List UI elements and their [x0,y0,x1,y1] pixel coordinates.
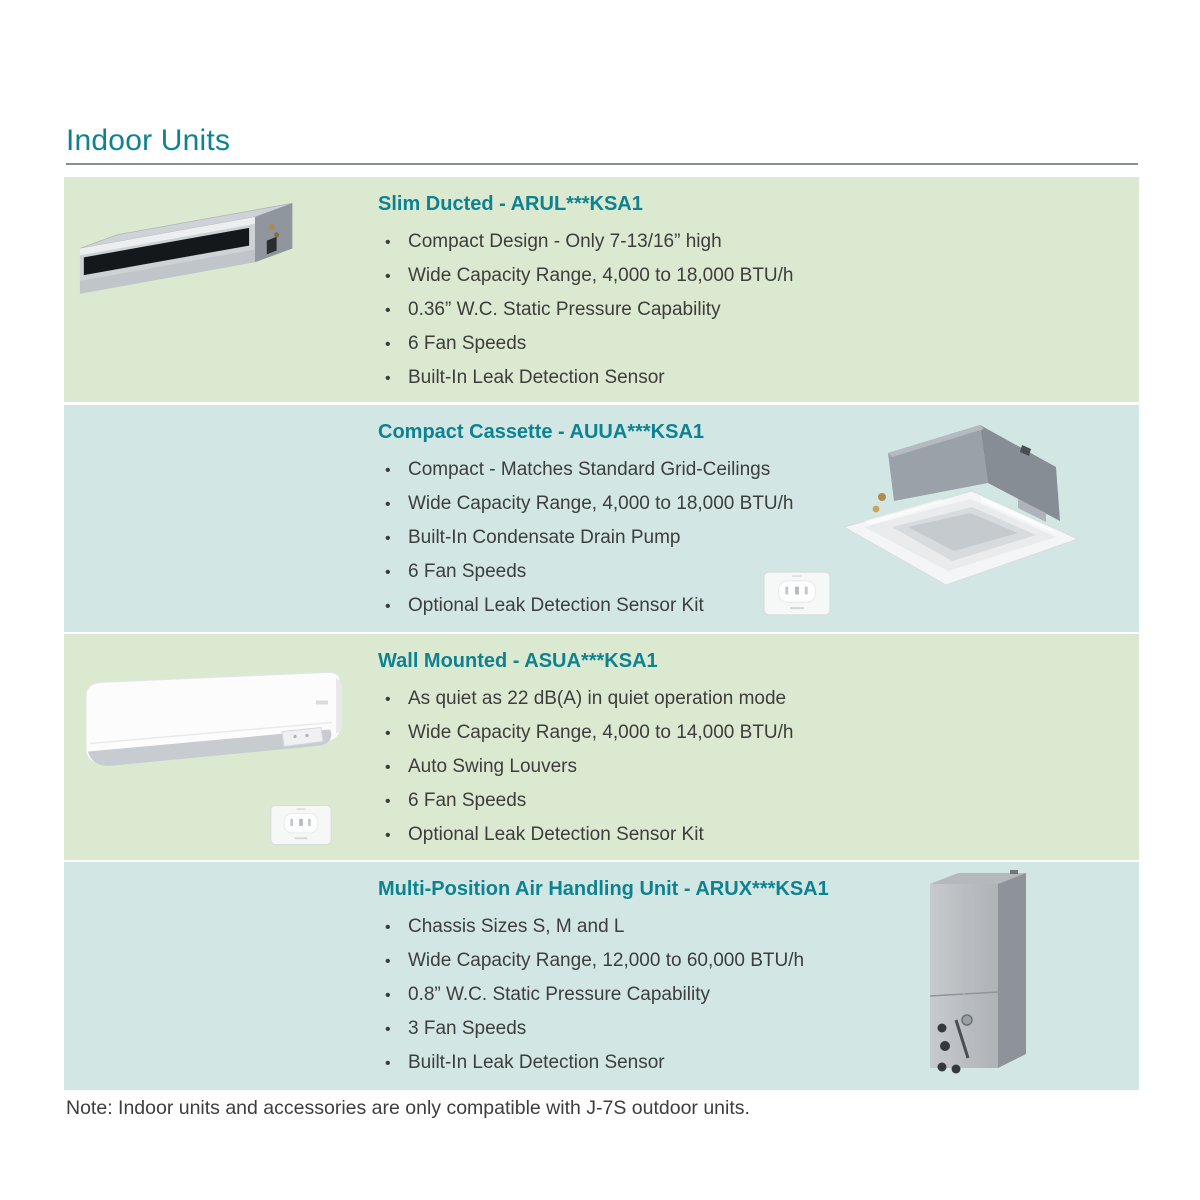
feature-text: 0.8” W.C. Static Pressure Capability [408,984,710,1005]
bullet-icon: • [385,691,391,708]
feature-item [378,521,998,555]
feature-item [378,589,998,623]
section-air-handling-unit [64,862,1139,1090]
feature-text: Wide Capacity Range, 4,000 to 18,000 BTU/h [408,493,794,514]
feature-item [378,978,998,1012]
feature-list [378,225,998,395]
page-title: Indoor Units [66,124,231,157]
feature-text: 6 Fan Speeds [408,790,527,811]
feature-text: Optional Leak Detection Sensor Kit [408,595,704,616]
section-title: Wall Mounted - ASUA***KSA1 [378,650,658,672]
feature-text: Wide Capacity Range, 4,000 to 14,000 BTU/h [408,722,794,743]
bullet-icon: • [385,987,391,1004]
feature-item [378,327,998,361]
section-wall-mounted [64,634,1139,860]
bullet-icon: • [385,234,391,251]
section-title: Slim Ducted - ARUL***KSA1 [378,193,643,215]
feature-text: Built-In Leak Detection Sensor [408,367,665,388]
feature-item [378,453,998,487]
feature-text: Wide Capacity Range, 12,000 to 60,000 BTU/h [408,950,805,971]
feature-list [378,910,998,1080]
bullet-icon: • [385,598,391,615]
feature-text: As quiet as 22 dB(A) in quiet operation mode [408,688,787,709]
feature-item [378,361,998,395]
feature-text: Compact - Matches Standard Grid-Ceilings [408,459,771,480]
bullet-icon: • [385,759,391,776]
feature-item [378,944,998,978]
slim-ducted-unit-image [74,203,314,297]
bullet-icon: • [385,268,391,285]
feature-text: Built-In Leak Detection Sensor [408,1052,665,1073]
bullet-icon: • [385,1055,391,1072]
feature-text: Wide Capacity Range, 4,000 to 18,000 BTU/h [408,265,794,286]
title-rule-divider [66,163,1138,165]
remote-controller-image [270,802,332,848]
feature-item [378,682,998,716]
bullet-icon: • [385,370,391,387]
bullet-icon: • [385,496,391,513]
bullet-icon: • [385,1021,391,1038]
feature-item [378,818,998,852]
feature-text: Chassis Sizes S, M and L [408,916,625,937]
bullet-icon: • [385,827,391,844]
feature-text: Compact Design - Only 7-13/16” high [408,231,722,252]
feature-text: 6 Fan Speeds [408,561,527,582]
feature-item [378,750,998,784]
bullet-icon: • [385,564,391,581]
feature-item [378,716,998,750]
bullet-icon: • [385,919,391,936]
feature-list [378,682,998,852]
section-compact-cassette [64,405,1139,632]
bullet-icon: • [385,462,391,479]
bullet-icon: • [385,530,391,547]
feature-text: 0.36” W.C. Static Pressure Capability [408,299,721,320]
feature-text: Auto Swing Louvers [408,756,577,777]
bullet-icon: • [385,302,391,319]
compatibility-note: Note: Indoor units and accessories are only compatible with J-7S outdoor units. [66,1097,750,1119]
bullet-icon: • [385,725,391,742]
feature-item [378,784,998,818]
feature-item [378,259,998,293]
feature-item [378,293,998,327]
bullet-icon: • [385,793,391,810]
section-title: Multi-Position Air Handling Unit - ARUX***KSA1 [378,878,829,900]
feature-text: 3 Fan Speeds [408,1018,527,1039]
feature-text: Optional Leak Detection Sensor Kit [408,824,704,845]
section-slim-ducted [64,177,1139,402]
feature-item [378,225,998,259]
feature-item [378,555,998,589]
bullet-icon: • [385,336,391,353]
feature-text: 6 Fan Speeds [408,333,527,354]
section-title: Compact Cassette - AUUA***KSA1 [378,421,705,443]
feature-item [378,487,998,521]
feature-item [378,1046,998,1080]
feature-item [378,910,998,944]
wall-mounted-unit-image [74,667,364,793]
feature-item [378,1012,998,1046]
feature-list [378,453,998,623]
feature-text: Built-In Condensate Drain Pump [408,527,681,548]
bullet-icon: • [385,953,391,970]
